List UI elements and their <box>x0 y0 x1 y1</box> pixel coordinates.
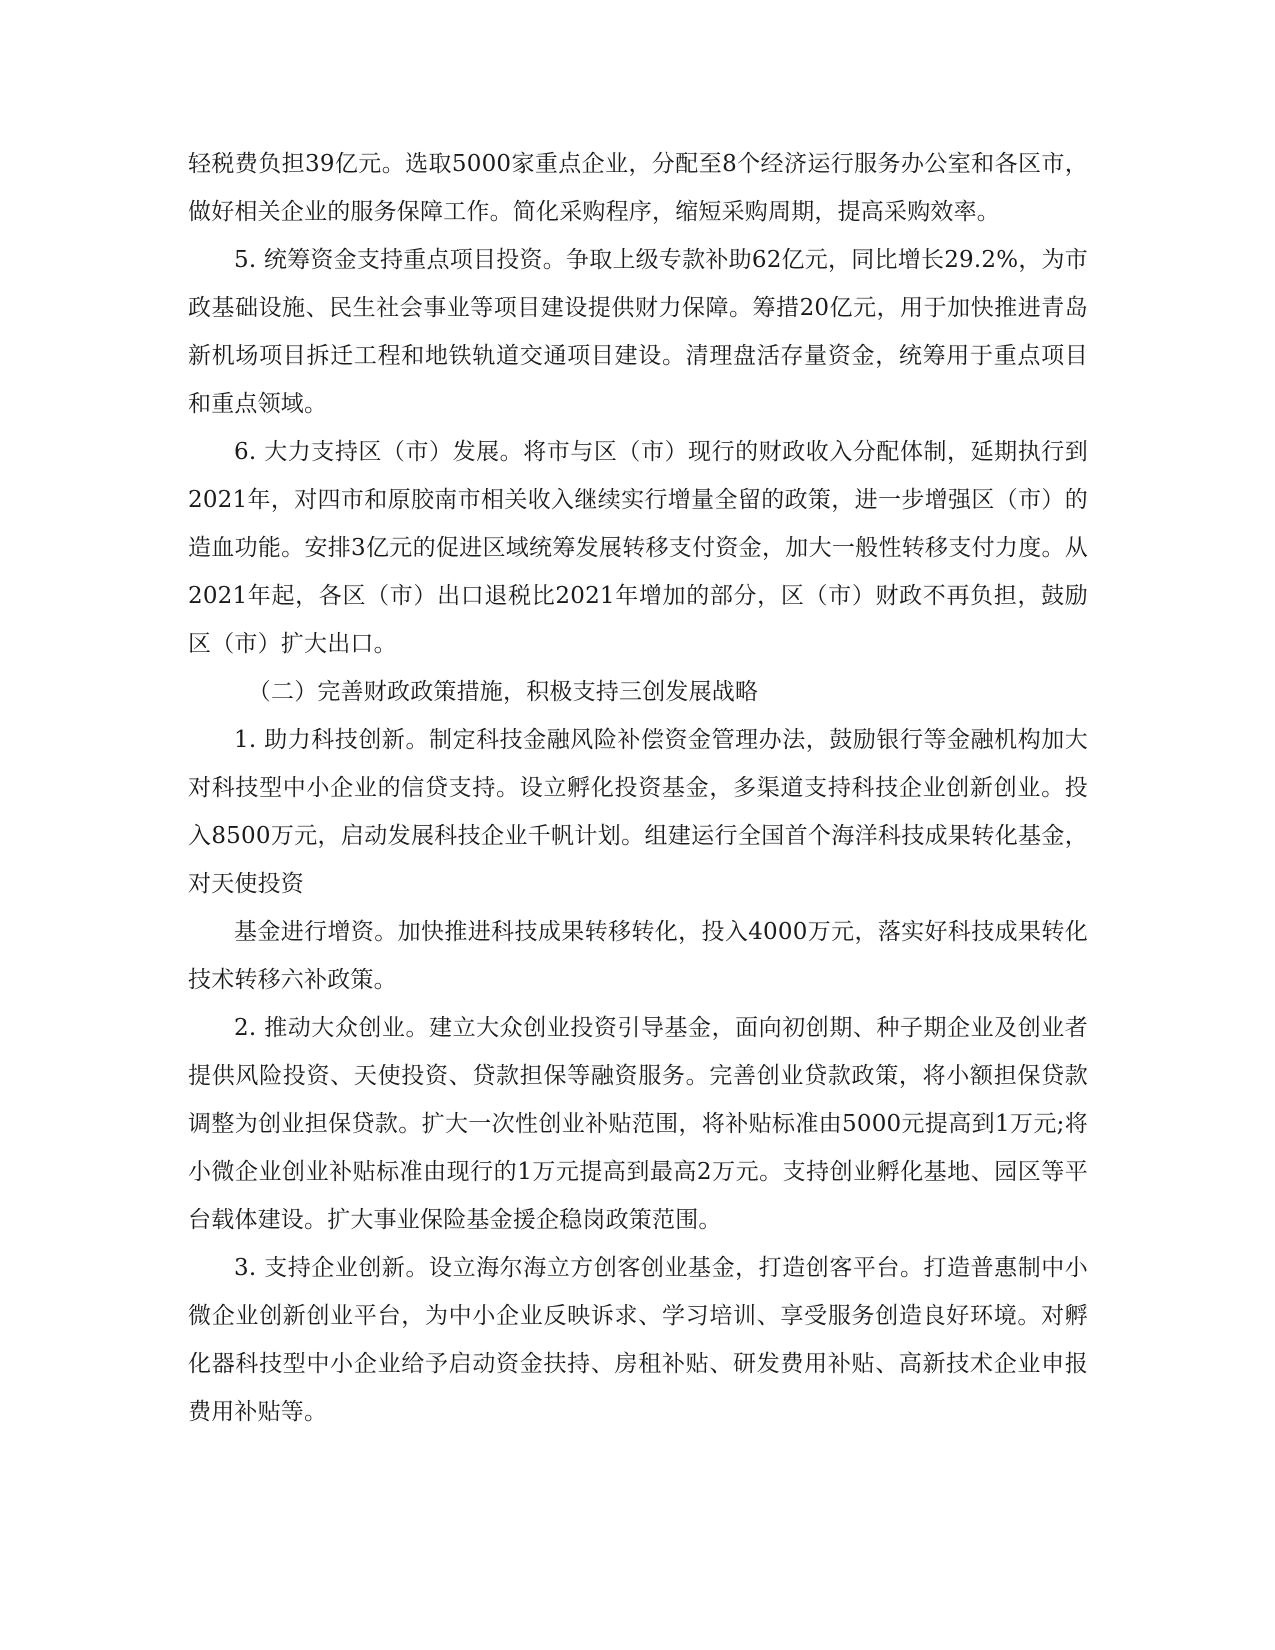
section-heading-2: （二）完善财政政策措施，积极支持三创发展战略 <box>247 679 759 705</box>
paragraph-item-2-mass-entrepreneurship: 2. 推动大众创业。建立大众创业投资引导基金，面向初创期、种子期企业及创业者提供风险投资、天使投资、贷款担保等融资服务。完善创业贷款政策，将小额担保贷款调整为创业担保贷款。扩大一次性创业补贴范围，将补贴标准由5000元提高到1万元;将小微企业创业补贴标准由现行的1万元提高到最高2万元。支持创业孵化基地、园区等平台载体建设。扩大事业保险基金援企稳岗政策范围。 <box>188 1015 1088 1233</box>
paragraph-item-1-tech-innovation: 1. 助力科技创新。制定科技金融风险补偿资金管理办法，鼓励银行等金融机构加大对科技型中小企业的信贷支持。设立孵化投资基金，多渠道支持科技企业创新创业。投入8500万元，启动发展科技企业千帆计划。组建运行全国首个海洋科技成果转化基金，对天使投资 <box>188 727 1088 897</box>
paragraph-item-6-district-support: 6. 大力支持区（市）发展。将市与区（市）现行的财政收入分配体制，延期执行到2021年，对四市和原胶南市相关收入继续实行增量全留的政策，进一步增强区（市）的造血功能。安排3亿元的促进区域统筹发展转移支付资金，加大一般性转移支付力度。从2021年起，各区（市）出口退税比2021年增加的部分，区（市）财政不再负担，鼓励区（市）扩大出口。 <box>188 439 1088 657</box>
paragraph-tax-relief: 轻税费负担39亿元。选取5000家重点企业，分配至8个经济运行服务办公室和各区市，做好相关企业的服务保障工作。简化采购程序，缩短采购周期，提高采购效率。 <box>188 151 1088 225</box>
paragraph-item-3-enterprise-innovation: 3. 支持企业创新。设立海尔海立方创客创业基金，打造创客平台。打造普惠制中小微企业创新创业平台，为中小企业反映诉求、学习培训、享受服务创造良好环境。对孵化器科技型中小企业给予启动资金扶持、房租补贴、研发费用补贴、高新技术企业申报费用补贴等。 <box>188 1255 1088 1425</box>
paragraph-item-5-project-investment: 5. 统筹资金支持重点项目投资。争取上级专款补助62亿元，同比增长29.2%，为市政基础设施、民生社会事业等项目建设提供财力保障。筹措20亿元，用于加快推进青岛新机场项目拆迁工程和地铁轨道交通项目建设。清理盘活存量资金，统筹用于重点项目和重点领域。 <box>188 247 1088 417</box>
document-page <box>188 140 1088 1436</box>
paragraph-tech-fund-continuation: 基金进行增资。加快推进科技成果转移转化，投入4000万元，落实好科技成果转化技术转移六补政策。 <box>188 919 1088 993</box>
